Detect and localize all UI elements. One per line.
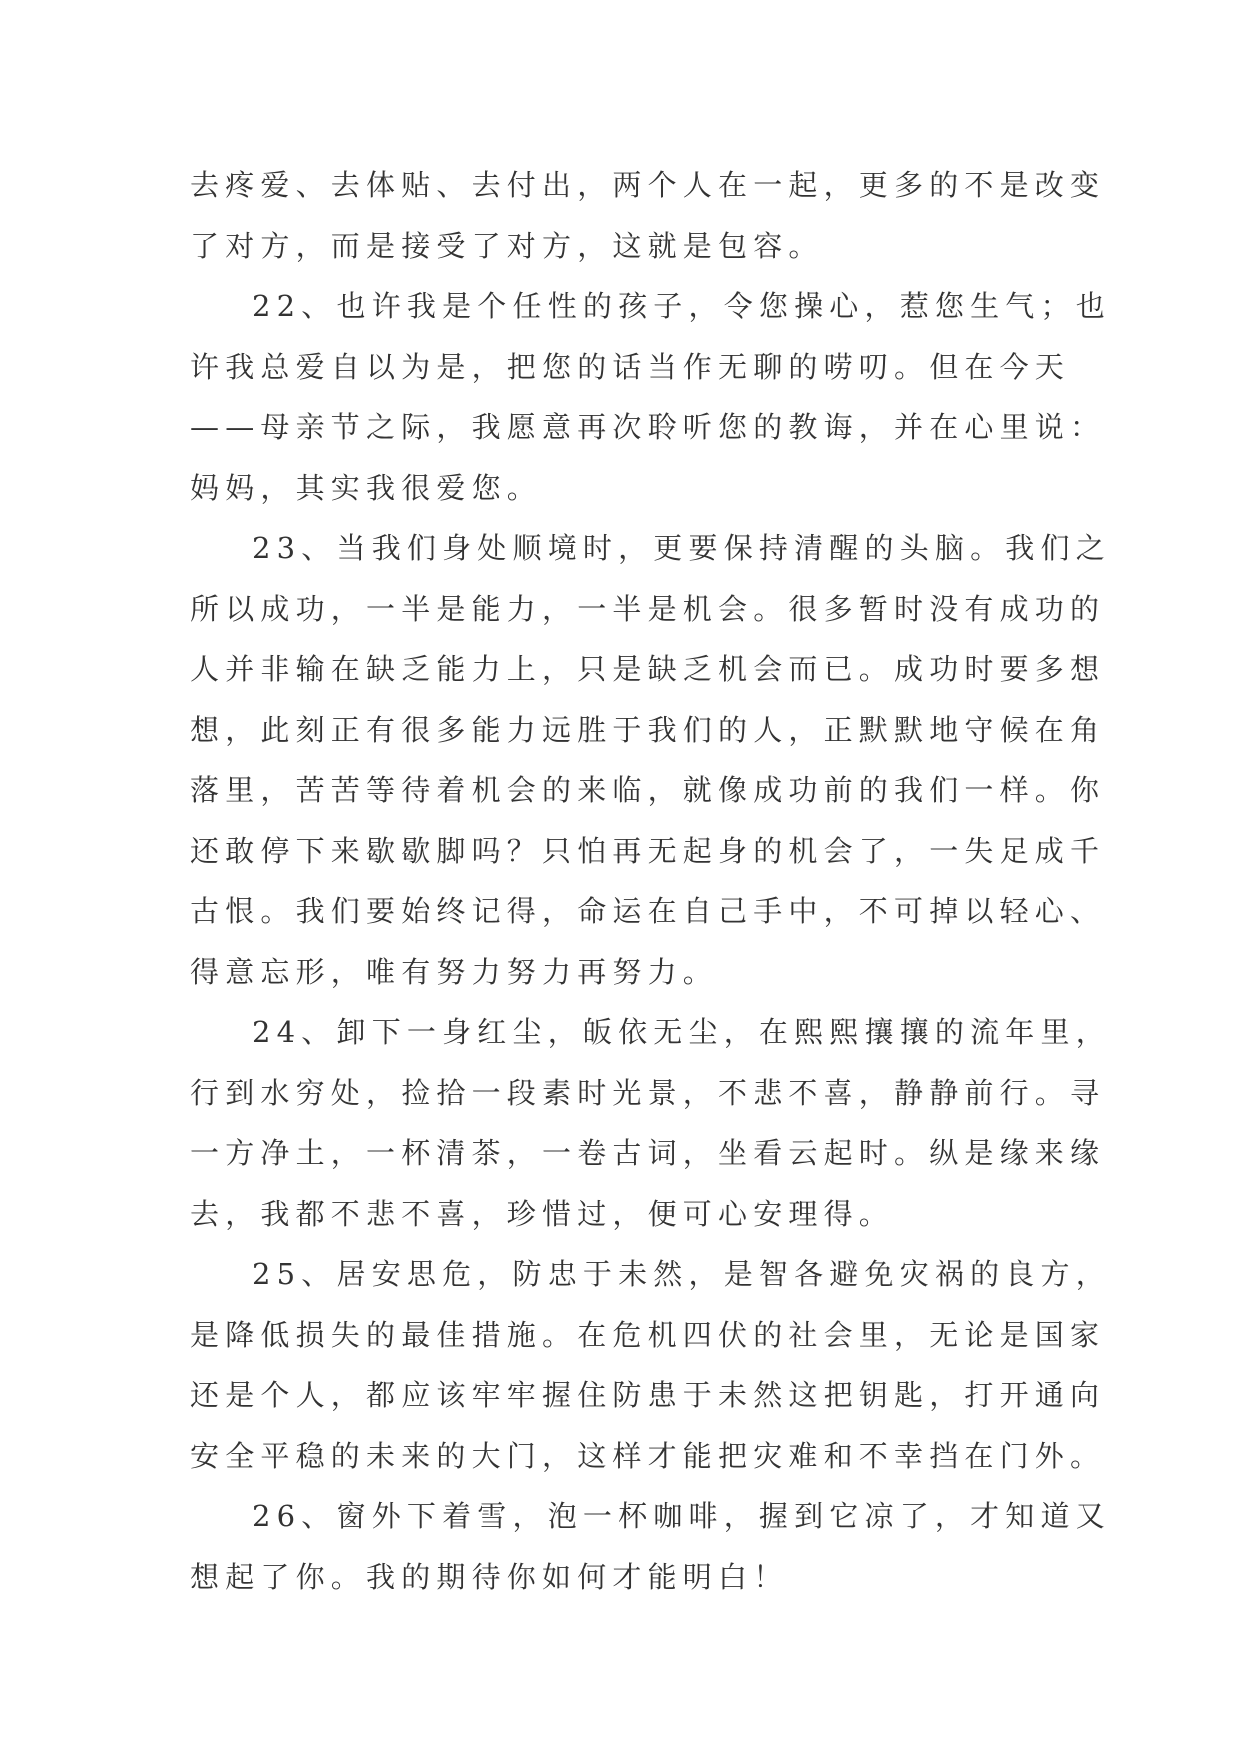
text-line-first: [190, 1002, 1111, 1063]
text-line: 所以成功，一半是能力，一半是机会。很多暂时没有成功的: [190, 591, 1106, 626]
paragraph-24: [190, 1002, 1111, 1244]
text-line-content: 24、卸下一身红尘，皈依无尘，在熙熙攘攘的流年里，: [252, 1015, 1111, 1049]
text-line: 还是个人，都应该牢牢握住防患于未然这把钥匙，打开通向: [190, 1378, 1106, 1412]
paragraph-26: [190, 1486, 1111, 1607]
text-line: 去疼爱、去体贴、去付出，两个人在一起，更多的不是改变: [190, 168, 1106, 202]
paragraph-22: [190, 276, 1111, 518]
text-line: 落里，苦苦等待着机会的来临，就像成功前的我们一样。你: [190, 773, 1106, 807]
paragraph-25: [190, 1244, 1111, 1486]
text-line-content: 23、当我们身处顺境时，更要保持清醒的头脑。我们之: [252, 531, 1111, 565]
text-line: 人并非输在缺乏能力上，只是缺乏机会而已。成功时要多想: [190, 652, 1106, 686]
text-line: 想起了你。我的期待你如何才能明白！: [190, 1559, 789, 1594]
text-line-first: [190, 518, 1111, 579]
body-text: [190, 155, 1111, 1607]
text-line-first: [190, 1486, 1111, 1547]
text-line: 行到水穷处，捡拾一段素时光景，不悲不喜，静静前行。寻: [190, 1075, 1106, 1110]
paragraph-23: [190, 518, 1111, 1002]
paragraph-21-continuation: [190, 155, 1106, 276]
text-line: 了对方，而是接受了对方，这就是包容。: [190, 228, 824, 263]
text-line-content: 26、窗外下着雪，泡一杯咖啡，握到它凉了，才知道又: [252, 1499, 1111, 1533]
text-line-first: [190, 1244, 1111, 1305]
text-line-first: [190, 276, 1111, 337]
text-line: 得意忘形，唯有努力努力再努力。: [190, 954, 719, 989]
text-line: ——母亲节之际，我愿意再次聆听您的教诲，并在心里说：: [190, 410, 1106, 444]
text-line: 妈妈，其实我很爱您。: [190, 470, 543, 505]
text-line: 还敢停下来歇歇脚吗？只怕再无起身的机会了，一失足成千: [190, 833, 1106, 868]
text-line: 去，我都不悲不喜，珍惜过，便可心安理得。: [190, 1196, 895, 1231]
text-line: 是降低损失的最佳措施。在危机四伏的社会里，无论是国家: [190, 1317, 1106, 1352]
text-line: 想，此刻正有很多能力远胜于我们的人，正默默地守候在角: [190, 712, 1106, 747]
text-line-content: 22、也许我是个任性的孩子，令您操心，惹您生气；也: [252, 289, 1111, 323]
text-line: 古恨。我们要始终记得，命运在自己手中，不可掉以轻心、: [190, 894, 1106, 928]
text-line: 安全平稳的未来的大门，这样才能把灾难和不幸挡在门外。: [190, 1438, 1106, 1473]
text-line: 一方净土，一杯清茶，一卷古词，坐看云起时。纵是缘来缘: [190, 1136, 1106, 1170]
text-line: 许我总爱自以为是，把您的话当作无聊的唠叨。但在今天: [190, 349, 1071, 384]
text-line-content: 25、居安思危，防忠于未然，是智各避免灾祸的良方，: [252, 1257, 1111, 1291]
